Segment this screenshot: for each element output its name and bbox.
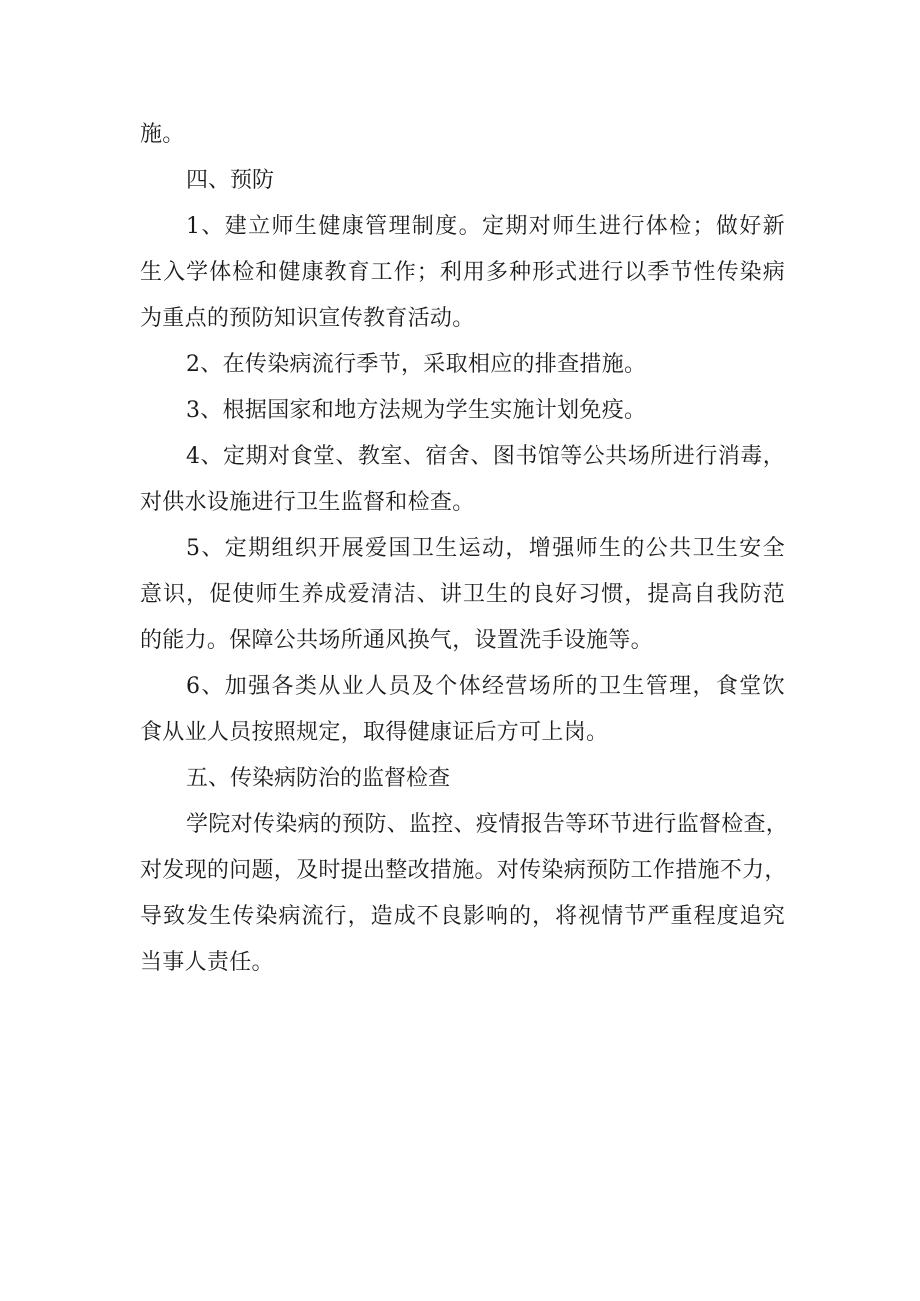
- paragraph-line: 食从业人员按照规定，取得健康证后方可上岗。: [140, 720, 609, 745]
- paragraph-line: 1、建立师生健康管理制度。定期对师生进行体检；做好新: [186, 214, 785, 239]
- paragraph-line: 当事人责任。: [140, 950, 274, 975]
- paragraph-line: 的能力。保障公共场所通风换气，设置洗手设施等。: [140, 628, 653, 653]
- section-heading-prevention: 四、预防: [186, 168, 275, 193]
- paragraph-line: 4、定期对食堂、教室、宿舍、图书馆等公共场所进行消毒，: [186, 444, 785, 469]
- supervision-paragraph: [140, 802, 789, 986]
- fragment-line: 施。: [140, 122, 185, 147]
- prevention-item-4: [140, 434, 785, 526]
- paragraph-line: 对发现的问题，及时提出整改措施。对传染病预防工作措施不力，: [140, 858, 787, 883]
- paragraph-line: 为重点的预防知识宣传教育活动。: [140, 306, 475, 331]
- paragraph-line: 6、加强各类从业人员及个体经营场所的卫生管理，食堂饮: [186, 674, 785, 699]
- section-heading-supervision: 五、传染病防治的监督检查: [186, 766, 451, 791]
- prevention-item-1: [140, 204, 785, 342]
- paragraph-line: 意识，促使师生养成爱清洁、讲卫生的良好习惯，提高自我防范: [140, 582, 785, 607]
- paragraph-line: 5、定期组织开展爱国卫生运动，增强师生的公共卫生安全: [186, 536, 785, 561]
- document-page: [140, 112, 789, 986]
- paragraph-line: 生入学体检和健康教育工作；利用多种形式进行以季节性传染病: [140, 260, 785, 285]
- paragraph-line: 3、根据国家和地方法规为学生实施计划免疫。: [186, 398, 647, 423]
- paragraph-line: 2、在传染病流行季节，采取相应的排查措施。: [186, 352, 647, 377]
- prevention-item-5: [140, 526, 785, 664]
- paragraph-line: 导致发生传染病流行，造成不良影响的，将视情节严重程度追究: [140, 904, 785, 929]
- prevention-item-6: [140, 664, 785, 756]
- prevention-item-2: [140, 342, 785, 388]
- paragraph-line: 学院对传染病的预防、监控、疫情报告等环节进行监督检查，: [186, 812, 789, 837]
- prevention-item-3: [140, 388, 785, 434]
- paragraph-line: 对供水设施进行卫生监督和检查。: [140, 490, 475, 515]
